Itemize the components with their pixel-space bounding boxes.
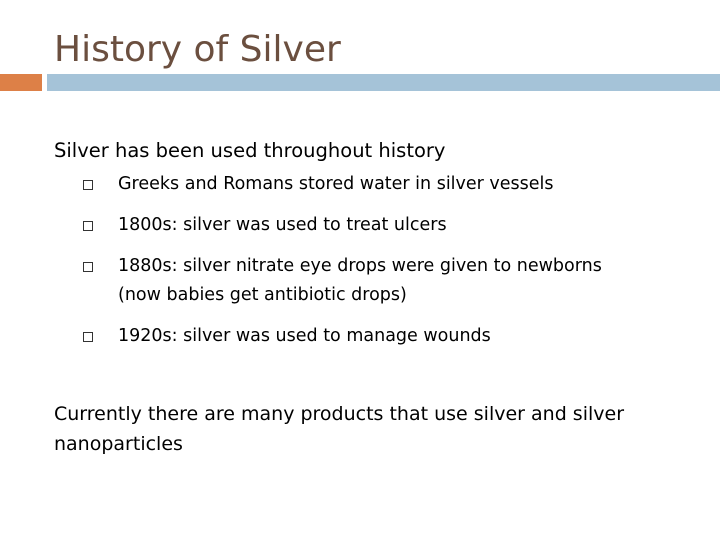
hollow-square-icon bbox=[83, 262, 93, 272]
hollow-square-icon bbox=[83, 180, 93, 190]
lead-text: Silver has been used throughout history bbox=[54, 139, 446, 162]
list-item bbox=[54, 211, 694, 240]
hollow-square-icon bbox=[83, 332, 93, 342]
hollow-square-icon bbox=[83, 221, 93, 231]
slide-title: History of Silver bbox=[54, 29, 341, 70]
slide-body bbox=[54, 134, 694, 459]
bullet-list bbox=[54, 170, 694, 351]
bullet-text: 1920s: silver was used to manage wounds bbox=[118, 326, 491, 346]
list-item bbox=[54, 252, 694, 310]
title-rule-bar bbox=[47, 74, 720, 91]
bullet-text: 1800s: silver was used to treat ulcers bbox=[118, 215, 447, 235]
closing-text: Currently there are many products that use silver and silver nanoparticles bbox=[54, 403, 625, 455]
bullet-text: 1880s: silver nitrate eye drops were given to newborns (now babies get antibiotic drops) bbox=[118, 256, 602, 305]
title-accent-bar bbox=[0, 74, 42, 91]
list-item bbox=[54, 322, 694, 351]
list-item bbox=[54, 170, 694, 199]
bullet-text: Greeks and Romans stored water in silver vessels bbox=[118, 174, 554, 194]
